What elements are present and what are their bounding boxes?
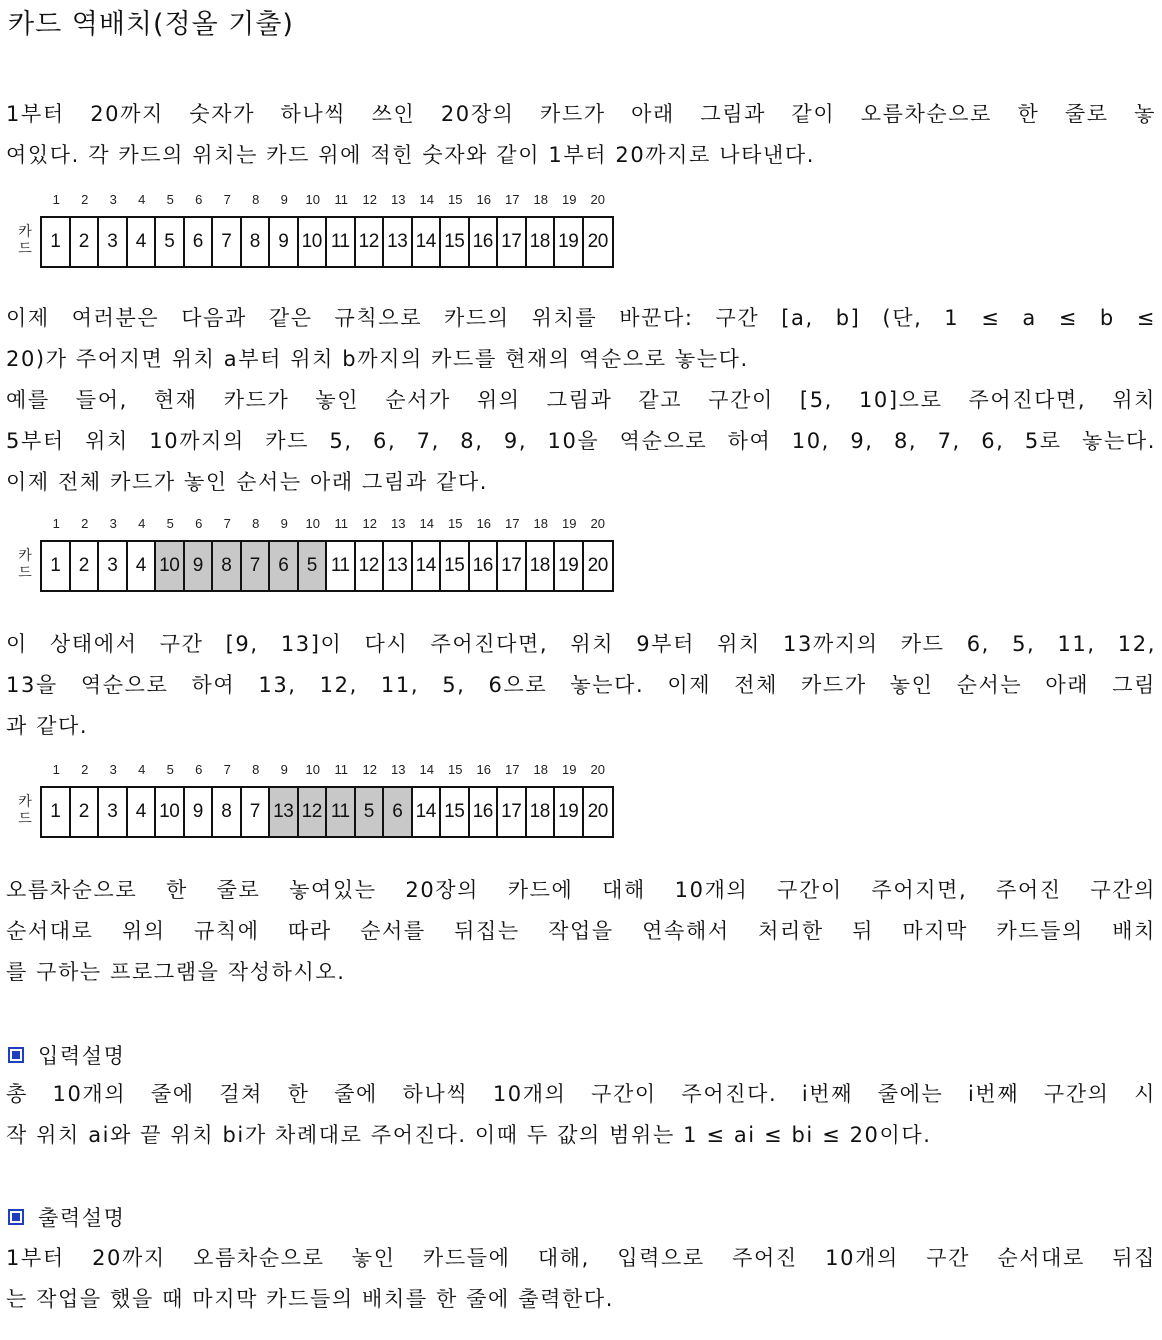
card-cell: 12: [356, 542, 385, 590]
card-cell: 14: [413, 542, 442, 590]
card-row-label: 카 드: [18, 224, 32, 257]
page-title: 카드 역배치(정올 기출): [8, 9, 294, 40]
card-cell: 15: [441, 218, 470, 266]
text-line: 예를 들어, 현재 카드가 놓인 순서가 위의 그림과 같고 구간이 [5, 10]으로 주어진다면, 위치: [6, 388, 1156, 412]
position-index: 17: [505, 516, 520, 531]
card-strip: [40, 540, 614, 592]
card-cell: 7: [213, 218, 242, 266]
position-index: 18: [533, 192, 548, 207]
position-index: 6: [195, 192, 203, 207]
output-description: [6, 1238, 1156, 1320]
position-index: 18: [533, 762, 548, 777]
card-cell: 18: [527, 542, 556, 590]
position-index: 14: [419, 516, 434, 531]
position-index: 5: [166, 192, 174, 207]
rule-paragraph: [6, 298, 1156, 503]
position-index: 7: [223, 762, 231, 777]
text-line: 이제 여러분은 다음과 같은 규칙으로 카드의 위치를 바꾼다: 구간 [a, b] (단, 1 ≤ a ≤ b ≤: [6, 306, 1156, 330]
position-index: 4: [138, 762, 146, 777]
card-cell: 2: [71, 218, 100, 266]
intro-paragraph: [6, 94, 1156, 176]
card-cell: 8: [213, 788, 242, 836]
text-line: 이 상태에서 구간 [9, 13]이 다시 주어진다면, 위치 9부터 위치 13까지의 카드 6, 5, 11, 12,: [6, 632, 1156, 656]
position-index: 13: [391, 192, 406, 207]
example-paragraph: [6, 624, 1156, 747]
position-index: 6: [195, 762, 203, 777]
position-index: 6: [195, 516, 203, 531]
task-paragraph: [6, 870, 1156, 993]
position-index: 17: [505, 192, 520, 207]
text-line: 20)가 주어지면 위치 a부터 위치 b까지의 카드를 현재의 역순으로 놓는다.: [6, 347, 749, 371]
position-index: 5: [166, 516, 174, 531]
card-cell: 7: [242, 788, 271, 836]
position-index: 12: [362, 192, 377, 207]
position-index: 18: [533, 516, 548, 531]
card-cell: 15: [441, 788, 470, 836]
input-section-heading: [6, 1040, 126, 1070]
text-line: 13을 역순으로 하여 13, 12, 11, 5, 6으로 놓는다. 이제 전체 카드가 놓인 순서는 아래 그림: [6, 673, 1156, 697]
square-bullet-icon: [8, 1209, 24, 1225]
card-row-label: 카 드: [18, 548, 32, 581]
card-cell: 4: [128, 788, 157, 836]
position-index: 1: [52, 516, 60, 531]
position-index: 7: [223, 516, 231, 531]
position-index: 15: [448, 192, 463, 207]
card-cell: 13: [270, 788, 299, 836]
text-line: 1부터 20까지 숫자가 하나씩 쓰인 20장의 카드가 아래 그림과 같이 오름차순으로 한 줄로 놓: [6, 102, 1156, 126]
card-cell: 18: [527, 788, 556, 836]
card-cell: 6: [384, 788, 413, 836]
card-cell: 12: [299, 788, 328, 836]
text-line: 총 10개의 줄에 걸쳐 한 줄에 하나씩 10개의 구간이 주어진다. i번째 줄에는 i번째 구간의 시: [6, 1082, 1156, 1106]
position-index: 20: [590, 762, 605, 777]
card-cell: 3: [99, 542, 128, 590]
card-cell: 16: [470, 542, 499, 590]
card-cell: 16: [470, 788, 499, 836]
position-index: 3: [109, 192, 117, 207]
position-index: 8: [252, 762, 260, 777]
input-heading-label: 입력설명: [38, 1044, 126, 1068]
text-line: 순서대로 위의 규칙에 따라 순서를 뒤집는 작업을 연속해서 처리한 뒤 마지막 카드들의 배치: [6, 919, 1156, 943]
card-cell: 5: [156, 218, 185, 266]
position-index: 19: [562, 192, 577, 207]
card-row-label: 카 드: [18, 794, 32, 827]
position-index: 12: [362, 762, 377, 777]
position-index: 16: [476, 762, 491, 777]
position-index: 7: [223, 192, 231, 207]
card-cell: 9: [185, 788, 214, 836]
card-cell: 9: [270, 218, 299, 266]
card-cell: 19: [555, 788, 584, 836]
card-cell: 9: [185, 542, 214, 590]
card-cell: 4: [128, 542, 157, 590]
position-index: 16: [476, 192, 491, 207]
card-cell: 12: [356, 218, 385, 266]
position-index: 3: [109, 516, 117, 531]
card-cell: 19: [555, 218, 584, 266]
card-cell: 11: [327, 218, 356, 266]
card-cell: 3: [99, 788, 128, 836]
card-cell: 11: [327, 788, 356, 836]
position-index: 4: [138, 192, 146, 207]
card-cell: 11: [327, 542, 356, 590]
position-index: 4: [138, 516, 146, 531]
position-index: 1: [52, 762, 60, 777]
position-index: 10: [305, 516, 320, 531]
card-cell: 5: [356, 788, 385, 836]
card-cell: 5: [299, 542, 328, 590]
text-line: 오름차순으로 한 줄로 놓여있는 20장의 카드에 대해 10개의 구간이 주어지면, 주어진 구간의: [6, 878, 1156, 902]
card-cell: 17: [498, 218, 527, 266]
card-strip: [40, 786, 614, 838]
position-index: 1: [52, 192, 60, 207]
card-cell: 2: [71, 542, 100, 590]
position-index: 2: [81, 192, 89, 207]
position-index: 10: [305, 762, 320, 777]
card-strip: [40, 216, 614, 268]
card-cell: 17: [498, 542, 527, 590]
position-index: 17: [505, 762, 520, 777]
position-index: 19: [562, 516, 577, 531]
card-cell: 14: [413, 218, 442, 266]
text-line: 를 구하는 프로그램을 작성하시오.: [6, 960, 346, 984]
text-line: 작 위치 ai와 끝 위치 bi가 차례대로 주어진다. 이때 두 값의 범위는 1 ≤ ai ≤ bi ≤ 20이다.: [6, 1123, 932, 1147]
position-index: 19: [562, 762, 577, 777]
position-index: 20: [590, 516, 605, 531]
card-cell: 4: [128, 218, 157, 266]
position-index: 9: [280, 192, 288, 207]
position-index: 2: [81, 762, 89, 777]
card-cell: 10: [156, 542, 185, 590]
text-line: 이제 전체 카드가 놓인 순서는 아래 그림과 같다.: [6, 470, 489, 494]
square-bullet-icon: [8, 1047, 24, 1063]
position-index: 12: [362, 516, 377, 531]
card-cell: 1: [42, 218, 71, 266]
position-index: 11: [334, 516, 348, 531]
position-index: 16: [476, 516, 491, 531]
output-section-heading: [6, 1202, 126, 1232]
text-line: 여있다. 각 카드의 위치는 카드 위에 적힌 숫자와 같이 1부터 20까지로 나타낸다.: [6, 143, 816, 167]
input-description: [6, 1074, 1156, 1156]
text-line: 5부터 위치 10까지의 카드 5, 6, 7, 8, 9, 10을 역순으로 하여 10, 9, 8, 7, 6, 5로 놓는다.: [6, 429, 1156, 453]
card-cell: 6: [270, 542, 299, 590]
position-index: 8: [252, 192, 260, 207]
position-index: 8: [252, 516, 260, 531]
card-cell: 19: [555, 542, 584, 590]
position-index: 3: [109, 762, 117, 777]
card-cell: 13: [384, 218, 413, 266]
text-line: 1부터 20까지 오름차순으로 놓인 카드들에 대해, 입력으로 주어진 10개의 구간 순서대로 뒤집: [6, 1246, 1156, 1270]
card-cell: 20: [584, 542, 613, 590]
position-index: 9: [280, 516, 288, 531]
text-line: 는 작업을 했을 때 마지막 카드들의 배치를 한 줄에 출력한다.: [6, 1287, 615, 1311]
position-index: 13: [391, 516, 406, 531]
card-cell: 1: [42, 788, 71, 836]
position-index: 11: [334, 192, 348, 207]
position-index: 5: [166, 762, 174, 777]
position-index: 9: [280, 762, 288, 777]
card-cell: 13: [384, 542, 413, 590]
output-heading-label: 출력설명: [38, 1206, 126, 1230]
card-cell: 7: [242, 542, 271, 590]
position-index: 15: [448, 516, 463, 531]
card-cell: 2: [71, 788, 100, 836]
text-line: 과 같다.: [6, 714, 89, 738]
card-cell: 1: [42, 542, 71, 590]
card-cell: 17: [498, 788, 527, 836]
card-cell: 16: [470, 218, 499, 266]
card-cell: 20: [584, 788, 613, 836]
card-cell: 8: [242, 218, 271, 266]
card-cell: 3: [99, 218, 128, 266]
card-cell: 10: [299, 218, 328, 266]
position-index: 20: [590, 192, 605, 207]
card-cell: 8: [213, 542, 242, 590]
position-index: 11: [334, 762, 348, 777]
card-cell: 6: [185, 218, 214, 266]
position-index: 2: [81, 516, 89, 531]
card-cell: 20: [584, 218, 613, 266]
card-cell: 14: [413, 788, 442, 836]
position-index: 14: [419, 192, 434, 207]
card-cell: 15: [441, 542, 470, 590]
card-cell: 10: [156, 788, 185, 836]
position-index: 10: [305, 192, 320, 207]
position-index: 15: [448, 762, 463, 777]
position-index: 14: [419, 762, 434, 777]
position-index: 13: [391, 762, 406, 777]
card-cell: 18: [527, 218, 556, 266]
